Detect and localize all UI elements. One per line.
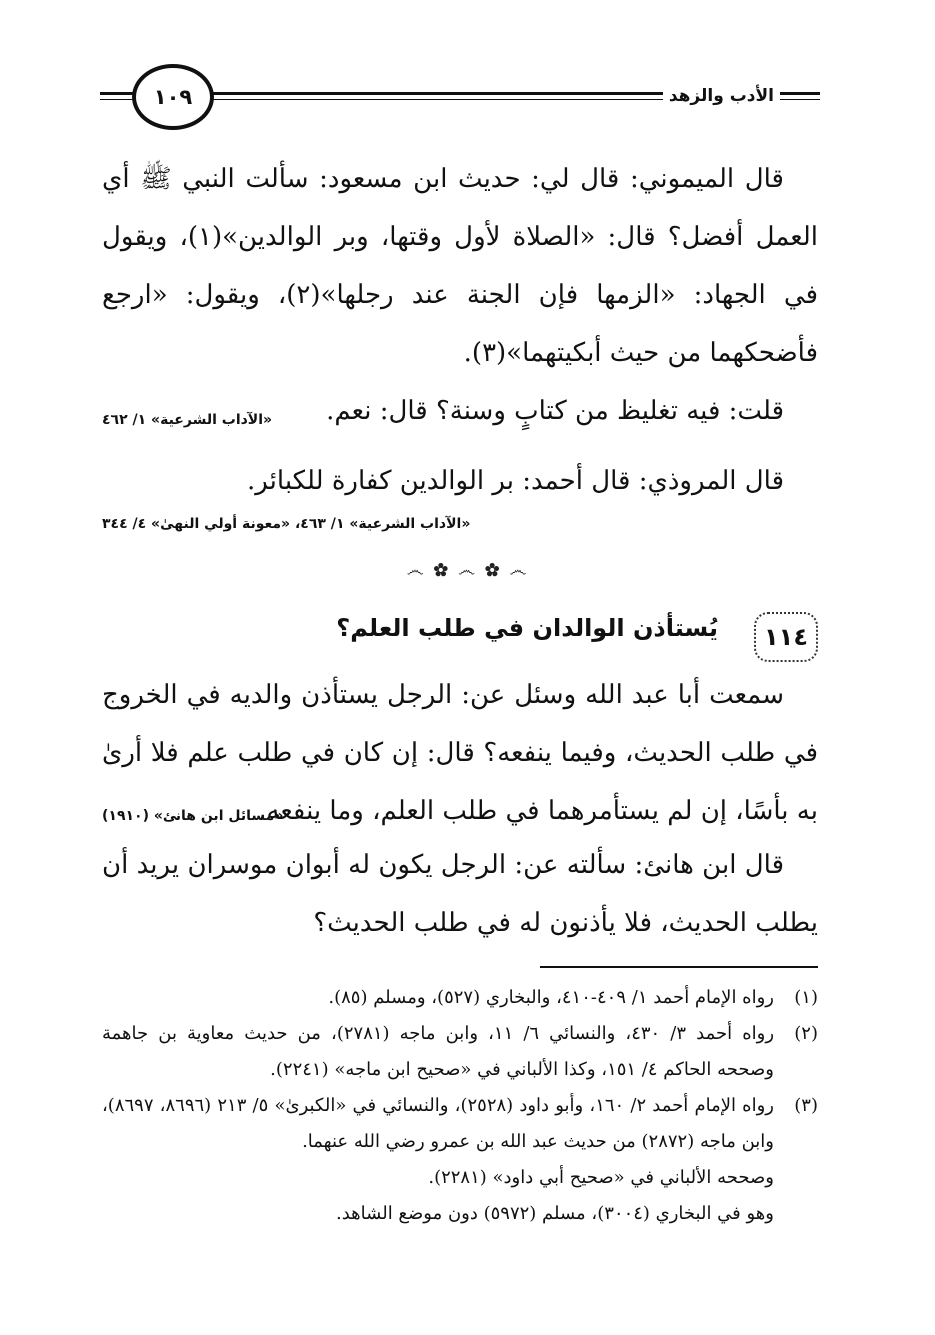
footnote-continuation: وهو في البخاري (٣٠٠٤)، مسلم (٥٩٧٢) دون موضع الشاهد. (336, 1203, 774, 1224)
page-number: ١٠٩ (132, 64, 214, 130)
footnote-separator (540, 966, 818, 968)
main-text-block (102, 150, 818, 440)
marwadhi-block (102, 452, 818, 510)
footnote-item (102, 1088, 818, 1160)
footnote-number: (١) (794, 987, 818, 1008)
footnote-text: رواه الإمام أحمد ١/ ٤٠٩-٤١٠، والبخاري (٥٢٧)، ومسلم (٨٥). (328, 987, 774, 1008)
footnote-item (102, 1016, 818, 1088)
footnote-text: رواه أحمد ٣/ ٤٣٠، والنسائي ٦/ ١١، وابن ماجه (٢٧٨١)، من حديث معاوية بن جاهمة وصححه الحاكم ٤/ ١٥١، وكذا الألباني في «صحيح ابن ماجه» (٢٢٤١). (102, 1023, 775, 1080)
footnote-item (102, 980, 818, 1016)
section-heading (102, 606, 818, 662)
page-header (100, 62, 820, 126)
paragraph-marwadhi: قال المروذي: قال أحمد: بر الوالدين كفارة للكبائر. (247, 466, 784, 496)
section-title: يُستأذن الوالدان في طلب العلم؟ (336, 614, 718, 642)
section-number-badge: ١١٤ (754, 612, 818, 662)
paragraph-maimuni: قال الميموني: قال لي: حديث ابن مسعود: سألت النبي ﷺ أي العمل أفضل؟ قال: «الصلاة لأول وقتها، وبر الوالدين»(١)، ويقول في الجهاد: «الزمها فإن الجنة عند رجلها»(٢)، ويقول: «ارجع فأضحكهما من حيث أبكيتهما»(٣). (102, 164, 819, 368)
footnotes (102, 980, 818, 1232)
source-reference: «الآداب الشرعية» ١/ ٤٦٢ (102, 412, 273, 428)
hani-block (102, 836, 818, 952)
footnote-number: (٣) (794, 1095, 818, 1116)
running-header-title: الأدب والزهد (663, 86, 780, 106)
footnote-continuation: وصححه الألباني في «صحيح أبي داود» (٢٢٨١). (428, 1167, 774, 1188)
paragraph-abu-abdallah: سمعت أبا عبد الله وسئل عن: الرجل يستأذن والديه في الخروج في طلب الحديث، وفيما ينفعه؟ قال: إن كان في طلب علم فلا أرىٰ به بأسًا، إن لم يستأمرهما في طلب العلم، وما ينفعه. (102, 680, 818, 826)
source-reference: «مسائل ابن هانئ» (١٩١٠) (102, 808, 284, 824)
source-reference: «الآداب الشرعية» ١/ ٤٦٣، «معونة أولي النهىٰ» ٤/ ٣٤٤ (102, 516, 471, 532)
footnote-number: (٢) (794, 1023, 818, 1044)
paragraph-ibn-hani: قال ابن هانئ: سألته عن: الرجل يكون له أبوان موسران يريد أن يطلب الحديث، فلا يأذنون له في طلب الحديث؟ (102, 850, 818, 938)
ornament-divider: ෴ ✿ ෴ ✿ ෴ (406, 560, 529, 581)
paragraph-question: قلت: فيه تغليظ من كتابٍ وسنة؟ قال: نعم. (326, 396, 784, 426)
footnote-text: رواه الإمام أحمد ٢/ ١٦٠، وأبو داود (٢٥٢٨)، والنسائي في «الكبرىٰ» ٥/ ٢١٣ (٨٦٩٦، ٨٦٩٧)، وابن ماجه (٢٨٧٢) من حديث عبد الله بن عمرو رضي الله عنهما. (102, 1095, 774, 1152)
